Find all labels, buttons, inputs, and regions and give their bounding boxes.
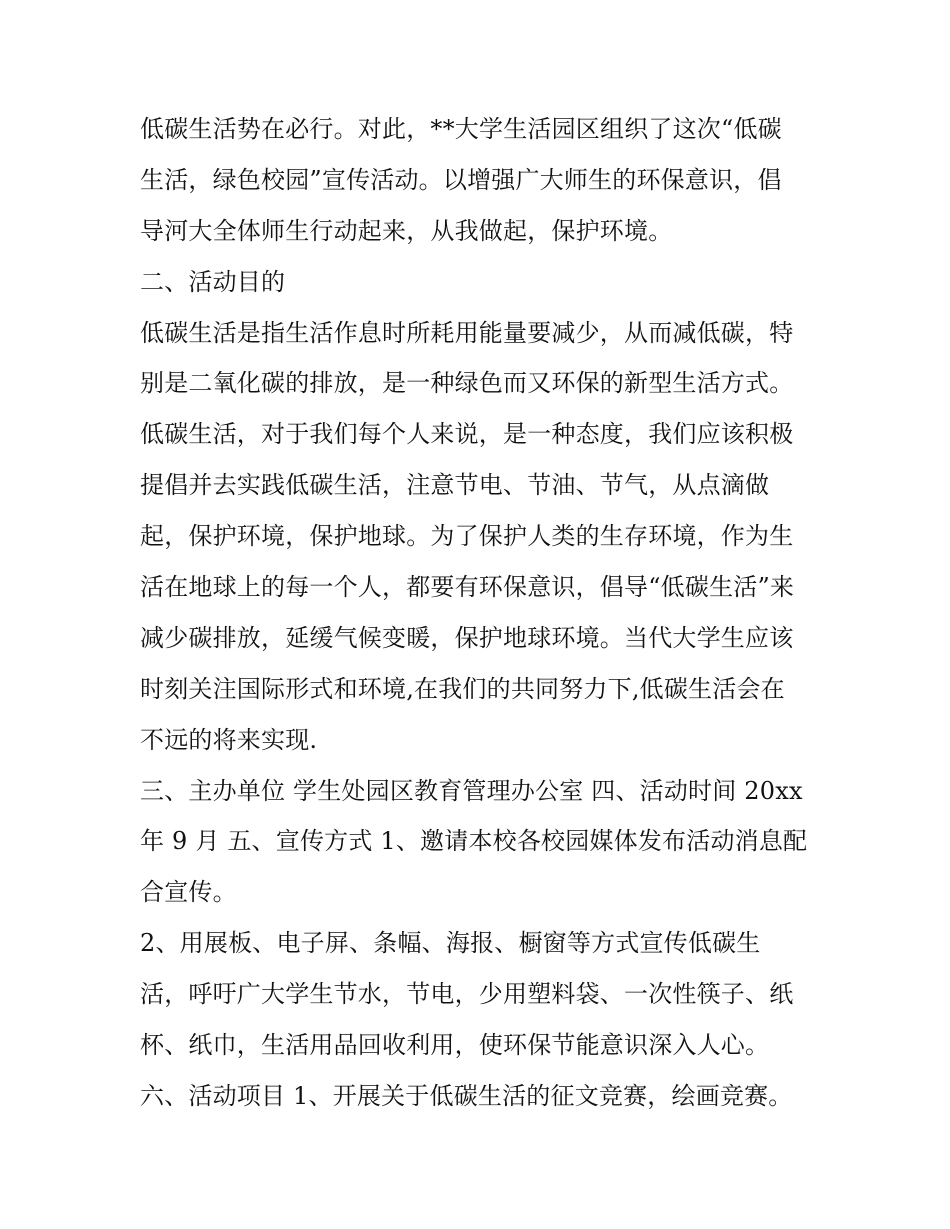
text-line: 年 9 月 五、宣传方式 1、邀请本校各校园媒体发布活动消息配 [140,827,808,856]
text-line: 减少碳排放，延缓气候变暖，保护地球环境。当代大学生应该 [140,623,794,652]
section-heading: 二、活动目的 [140,267,286,296]
text-line: 时刻关注国际形式和环境,在我们的共同努力下,低碳生活会在 [140,674,785,703]
text-line: 六、活动项目 1、开展关于低碳生活的征文竞赛，绘画竞赛。 [140,1081,793,1110]
text-line: 低碳生活，对于我们每个人来说，是一种态度，我们应该积极 [140,420,794,449]
text-line: 低碳生活势在必行。对此，**大学生活园区组织了这次“低碳 [140,115,782,143]
text-line: 低碳生活是指生活作息时所耗用能量要减少，从而减低碳，特 [140,318,794,347]
text-line: 2、用展板、电子屏、条幅、海报、橱窗等方式宣传低碳生 [140,929,761,958]
text-line: 不远的将来实现. [140,725,318,754]
text-line: 导河大全体师生行动起来，从我做起，保护环境。 [140,216,673,245]
text-line: 活，呼吁广大学生节水，节电，少用塑料袋、一次性筷子、纸 [140,980,794,1009]
text-line: 别是二氧化碳的排放，是一种绿色而又环保的新型生活方式。 [140,369,794,398]
text-line: 起，保护环境，保护地球。为了保护人类的生存环境，作为生 [140,522,794,551]
text-line: 杯、纸巾，生活用品回收利用，使环保节能意识深入人心。 [140,1031,770,1060]
text-line: 提倡并去实践低碳生活，注意节电、节油、节气，从点滴做 [140,471,770,500]
body-text [140,104,830,1122]
text-line: 生活，绿色校园”宣传活动。以增强广大师生的环保意识，倡 [140,165,782,194]
text-line: 三、主办单位 学生处园区教育管理办公室 四、活动时间 20xx [140,776,803,805]
text-line: 活在地球上的每一个人，都要有环保意识，倡导“低碳生活”来 [140,573,795,602]
text-line: 合宣传。 [140,878,237,907]
